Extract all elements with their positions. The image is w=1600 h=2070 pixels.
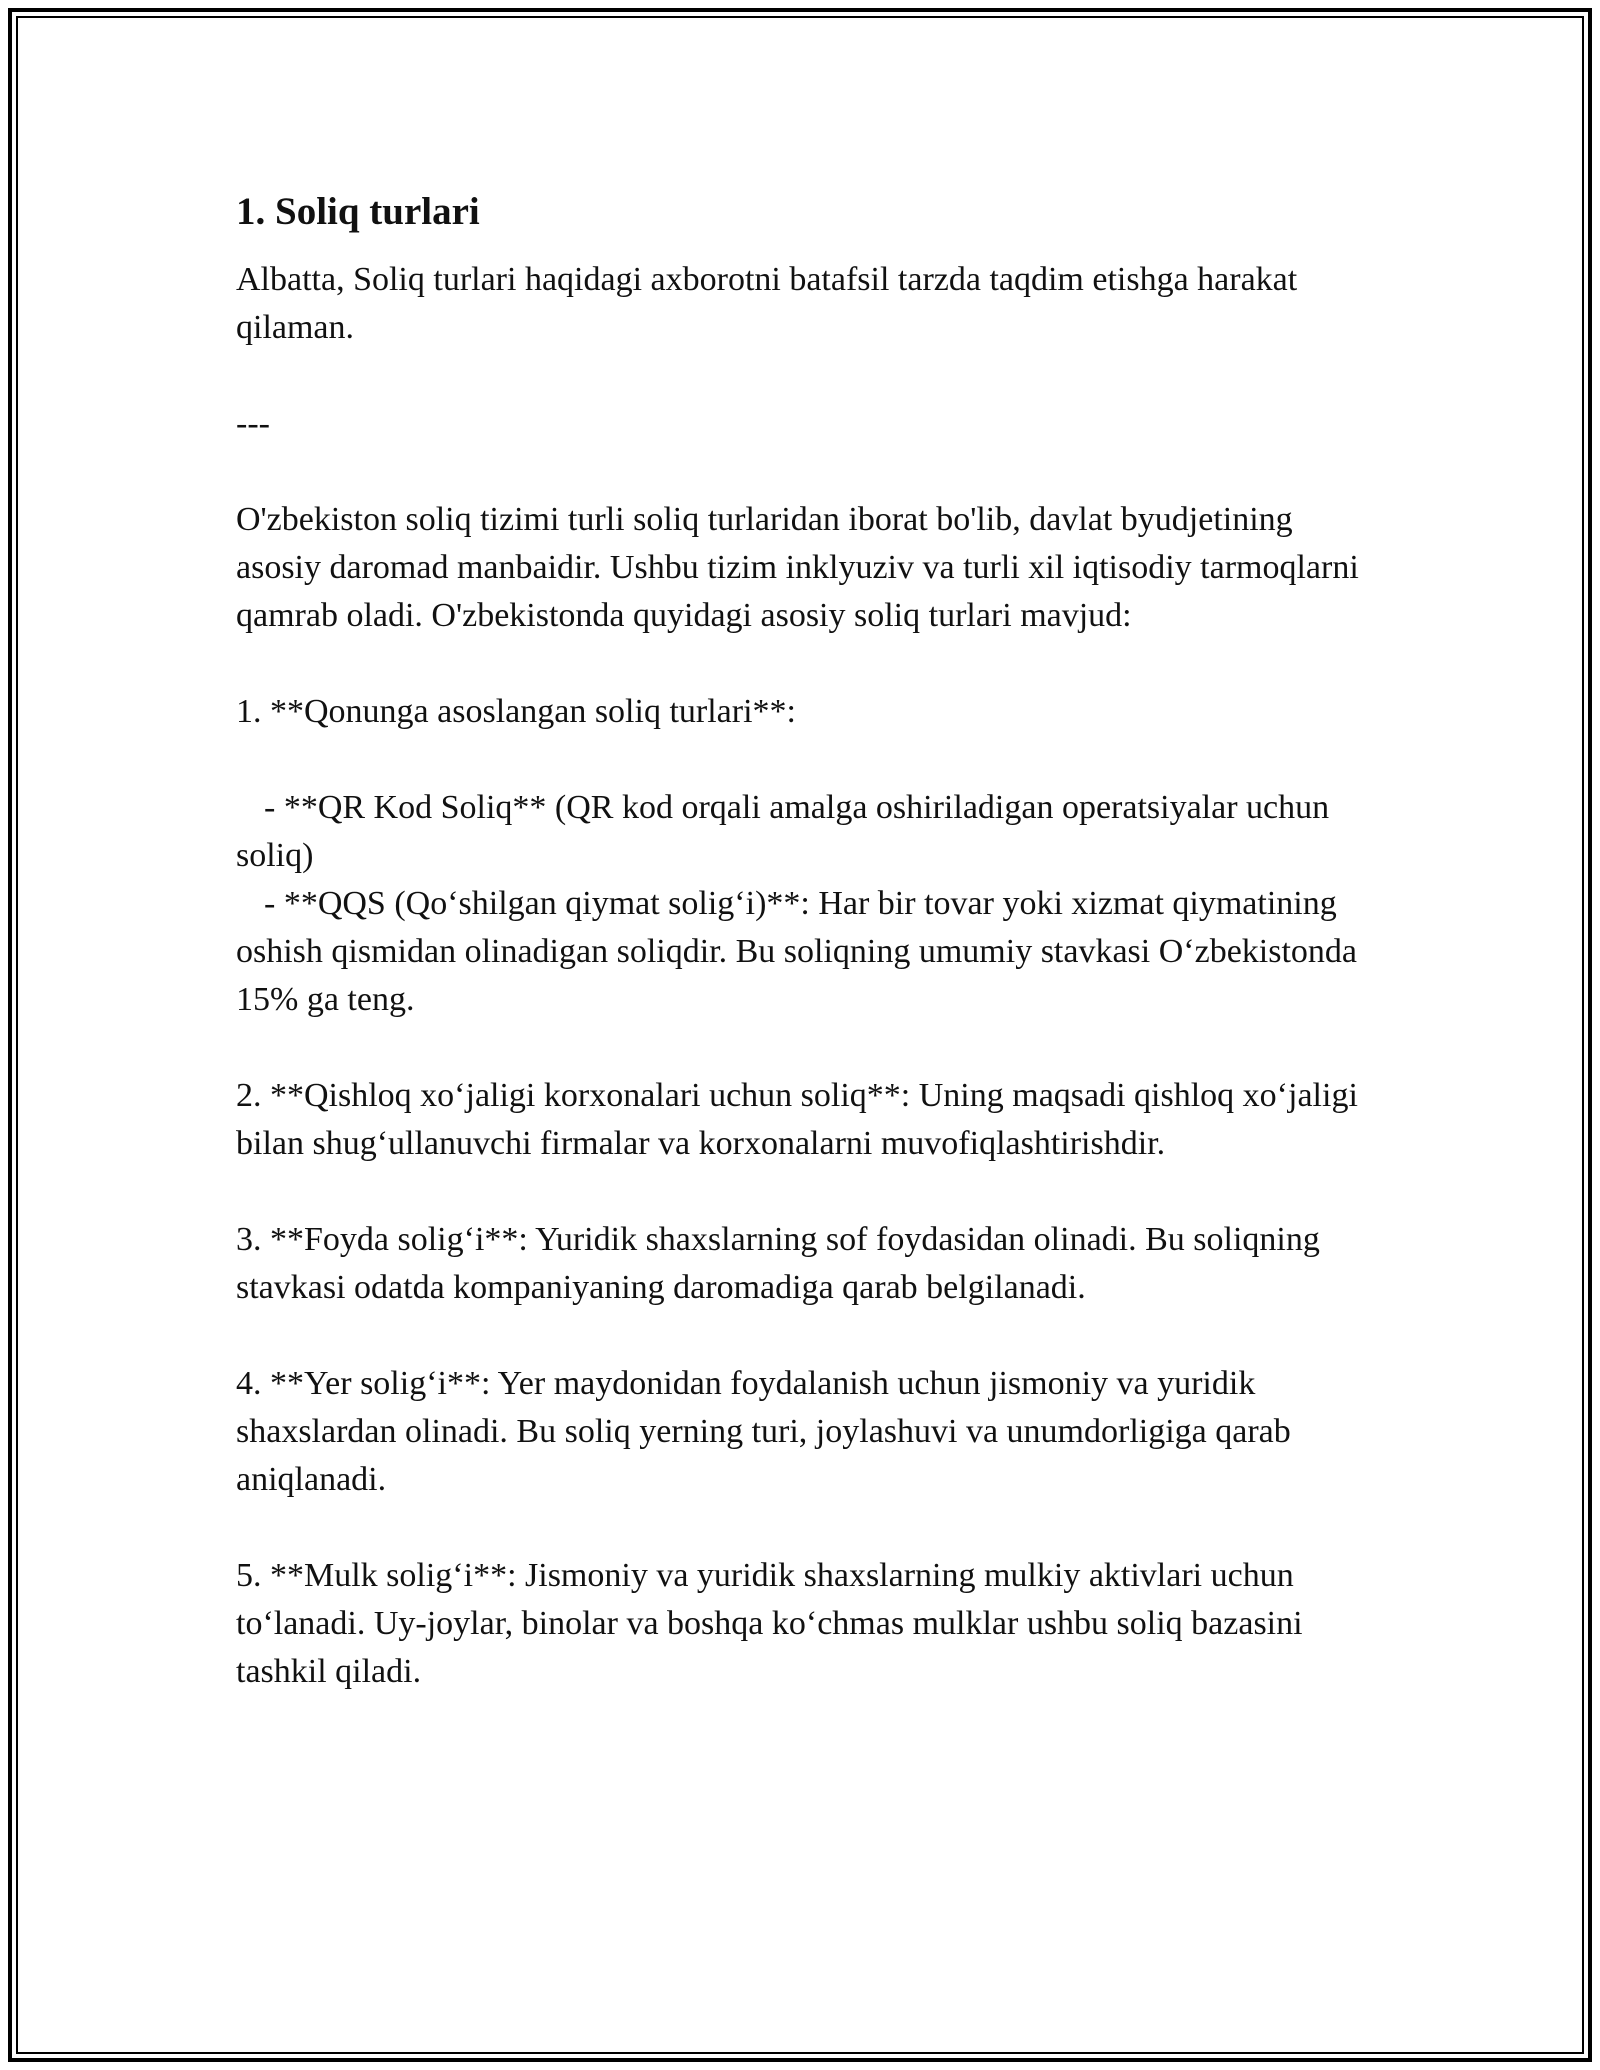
- spacer: [236, 1168, 1366, 1216]
- spacer: [236, 736, 1366, 784]
- intro-paragraph: Albatta, Soliq turlari haqidagi axborotni batafsil tarzda taqdim etishga harakat qilaman.: [236, 261, 1298, 346]
- spacer: [236, 448, 1366, 496]
- spacer: [236, 1504, 1366, 1552]
- spacer: [236, 640, 1366, 688]
- list-item-1-heading: 1. **Qonunga asoslangan soliq turlari**:: [236, 693, 796, 730]
- spacer: [236, 352, 1366, 400]
- separator-line: ---: [236, 405, 270, 442]
- list-item-1-sub-2: [236, 880, 1366, 1024]
- sub-item-text: - **QQS (Qo‘shilgan qiymat solig‘i)**: Har bir tovar yoki xizmat qiymatining oshish qismidan olinadigan soliqdir. Bu soliqning umumiy stavkasi O‘zbekistonda 15% ga teng.: [236, 885, 1358, 1018]
- overview-paragraph: O'zbekiston soliq tizimi turli soliq turlaridan iborat bo'lib, davlat byudjetining asosiy daromad manbaidir. Ushbu tizim inklyuziv va turli xil iqtisodiy tarmoqlarni qamrab oladi. O'zbekistonda quyidagi asosiy soliq turlari mavjud:: [236, 501, 1359, 634]
- list-item-3: 3. **Foyda solig‘i**: Yuridik shaxslarning sof foydasidan olinadi. Bu soliqning stavkasi odatda kompaniyaning daromadiga qarab belgilanadi.: [236, 1221, 1320, 1306]
- spacer: [236, 1024, 1366, 1072]
- spacer: [236, 1312, 1366, 1360]
- document-body: [236, 188, 1366, 1696]
- sub-item-text: - **QR Kod Soliq** (QR kod orqali amalga oshiriladigan operatsiyalar uchun soliq): [236, 789, 1330, 874]
- document-title: 1. Soliq turlari: [236, 190, 480, 233]
- list-item-5: 5. **Mulk solig‘i**: Jismoniy va yuridik shaxslarning mulkiy aktivlari uchun to‘lanadi. Uy-joylar, binolar va boshqa ko‘chmas mulklar ushbu soliq bazasini tashkil qiladi.: [236, 1557, 1303, 1690]
- list-item-4: 4. **Yer solig‘i**: Yer maydonidan foydalanish uchun jismoniy va yuridik shaxslardan olinadi. Bu soliq yerning turi, joylashuvi va unumdorligiga qarab aniqlanadi.: [236, 1365, 1291, 1498]
- list-item-1-sub-1: [236, 784, 1366, 880]
- list-item-2: 2. **Qishloq xo‘jaligi korxonalari uchun soliq**: Uning maqsadi qishloq xo‘jaligi bilan shug‘ullanuvchi firmalar va korxonalarni muvofiqlashtirishdir.: [236, 1077, 1358, 1162]
